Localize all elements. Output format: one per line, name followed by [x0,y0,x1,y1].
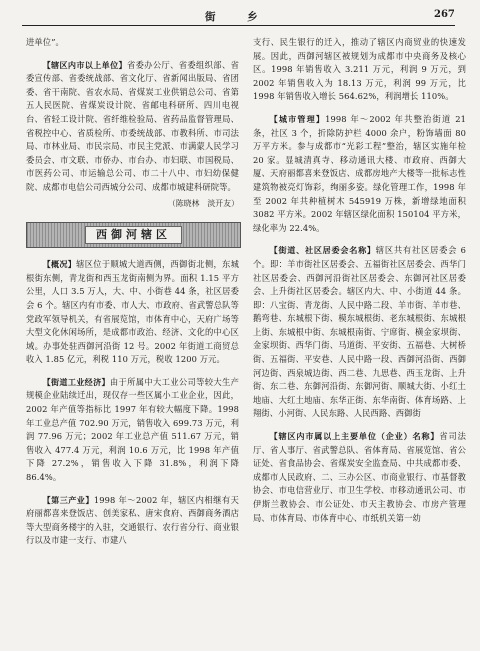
left-column [26,36,239,548]
author-signature: （陈晓林 淡开友） [167,198,239,208]
right-column [253,36,466,525]
section-heading: 【概况】 [42,259,77,270]
section-body: 省委办公厅、省委组织部、省委宣传部、省委统战部、省文化厅、省新闻出版局、省团委、省干南院、省农水局、省煤炭工业供销总公司、省第五人民医院、省煤炭设计院、省邮电科研所、四川电视台、省轻工设计院、省纤维检验局、省药品监督管理局、省税控中心、省质检所、市委统战部、市教科所、市司法局、市林业局、市民宗局、市民主党派、市满蒙人民学习委员会、市文联、市侨办、市台办、市妇联、市国税局、市医药公司、市运输总公司、市二十八中、市妇幼保健院、成都市电信公司西城分公司、成都市城建科研院等。 [26,59,239,192]
section-body: 1998 年～2002 年，辖区内相继有天府丽都喜来登饭店、创美家私、唐宋食府、西御商务酒店等大型商务楼宇的入驻，交通银行、农行省分行、商业银行以及市建一支行、市建八 [26,494,240,546]
section-heading: 【第三产业】 [42,494,94,505]
section-major-units [253,430,466,525]
header-rule [22,25,455,26]
section-overview [26,258,239,367]
section-heading: 【辖区内市属以上主要单位（企业）名称】 [269,431,440,442]
section-body: 辖区共有社区居委会 6 个。即：羊市街社区居委会、五福街社区居委会、西华门社区居委会、西御河沿街社区居委会、东御河社区居委会、上升街社区居委会。辖区内大、中、小街道 44 条。即：八宝街、青龙街、人民中路二段、羊市街、羊市巷、鹅弯巷、东城根下街、模东城根街、老东城根街、东城根上街、东城根中街、东城根南街、宁席街、横金家坝街、金家坝街、西华门街、马道街、平安街、五福巷、大树桥街、五福街、平安巷、人民中路一段、西御河沿街、西御河边街、西泉城边街、西二巷、九思巷、西玉龙街、上升街、东二巷、东御河沿街、东御河街、顺城大街、小红土地庙、大红土地庙、东华正街、东华南街、体育场路、上翔街、小河街、人民东路、人民西路、西御街 [253,245,466,419]
continued-text: 支行、民生银行的迁入，推动了辖区内商贸业的快速发展。因此，西御河辖区被规划为成都市中央商务及核心区。1998 年销售收入 3.211 万元，利润 9 万元，到 2002 年销售收入为 18.13 万元，利润 99 万元，比 1998 年销售收入增长 564.62%，利润增长 110%。 [253,37,466,102]
section-heading: 【街道工业经济】 [42,376,110,387]
district-banner [26,222,241,248]
intro-tail: 进单位”。 [26,37,64,47]
section-heading: 【辖区内市以上单位】 [42,59,127,70]
running-header [0,0,480,28]
section-heading: 【城市管理】 [269,113,326,124]
running-title: 街 乡 [205,11,272,23]
section-body: 辖区位于顺城大道西侧，西御街北侧，东城根街东侧，青龙街和西玉龙街南侧为界。面积 1.15 平方公里，人口 3.5 万人，大、中、小街巷 44 条，社区居委会 6 个。辖区内有市委、市人大、市政府、省武警总队等党政军领导机关，有省展览馆，市体育中心，天府广场等大型文化休闲场所，是成都市政治、经济、文化的中心区域。办事处驻西御河沿街 12 号。2002 年街道工商贸总收入 1.85 亿元，利税 110 万元，税收 1200 万元。 [26,259,240,365]
section-body: 1998 年～2002 年共整治街道 21 条，社区 3 个，折除防护栏 4000 余户，粉饰墙面 80 万平方米。参与成都市“光彩工程”整治，辖区实施年检 20 家。显城清真寺、移动通讯大楼、市政府、西御大厦、天府丽都喜来登饭店、成都房地产大楼等一批标志性建筑物被亮灯饰彩，绚丽多姿。绿化管理工作，1998 年至 2002 年共种植树木 545919 万株，新增绿地面积 3082 平方米。2002 年辖区绿化面积 150104 平方米，绿化率为 22.4%。 [253,113,466,233]
section-heading: 【街道、社区居委会名称】 [269,245,376,256]
section-community [253,244,466,421]
section-industry [26,376,239,485]
section-units [26,59,239,211]
page-number: 267 [434,9,455,20]
section-management [253,113,466,235]
district-banner-title: 西御河辖区 [85,226,182,244]
section-body: 由于所属中大工业公司等较大生产规模企业陆续迁出，现仅存一些区属小工业企业，因此，2002 年产值等指标比 1997 年有较大幅度下降。1998 年工业总产值 702.90 万元，销售收入 699.73 万元，利润 77.96 万元；2002 年工业总产值 511.67 万元，销售收入 477.4 万元，利润 10.6 万元，比 1998 年产值下降 27.2%，销售收入下降 31.8%，利润下降 86.4%。 [26,376,239,483]
section-body: 省司法厅、省人事厅、省武警总队、省体育局、省展览馆、省公证处、省食品协会、省煤炭安全监查局、中共成都市委、成都市人民政府、二、三办公区、市商业银行、市基督教协会、市电信营业厅、市卫生学校、市移动通讯公司、市伊斯兰教协会、市公证处、市天主教协会、市房产管理局、市体育局、市体育中心、市纸机关第一幼 [253,431,466,523]
section-tertiary [26,494,239,548]
